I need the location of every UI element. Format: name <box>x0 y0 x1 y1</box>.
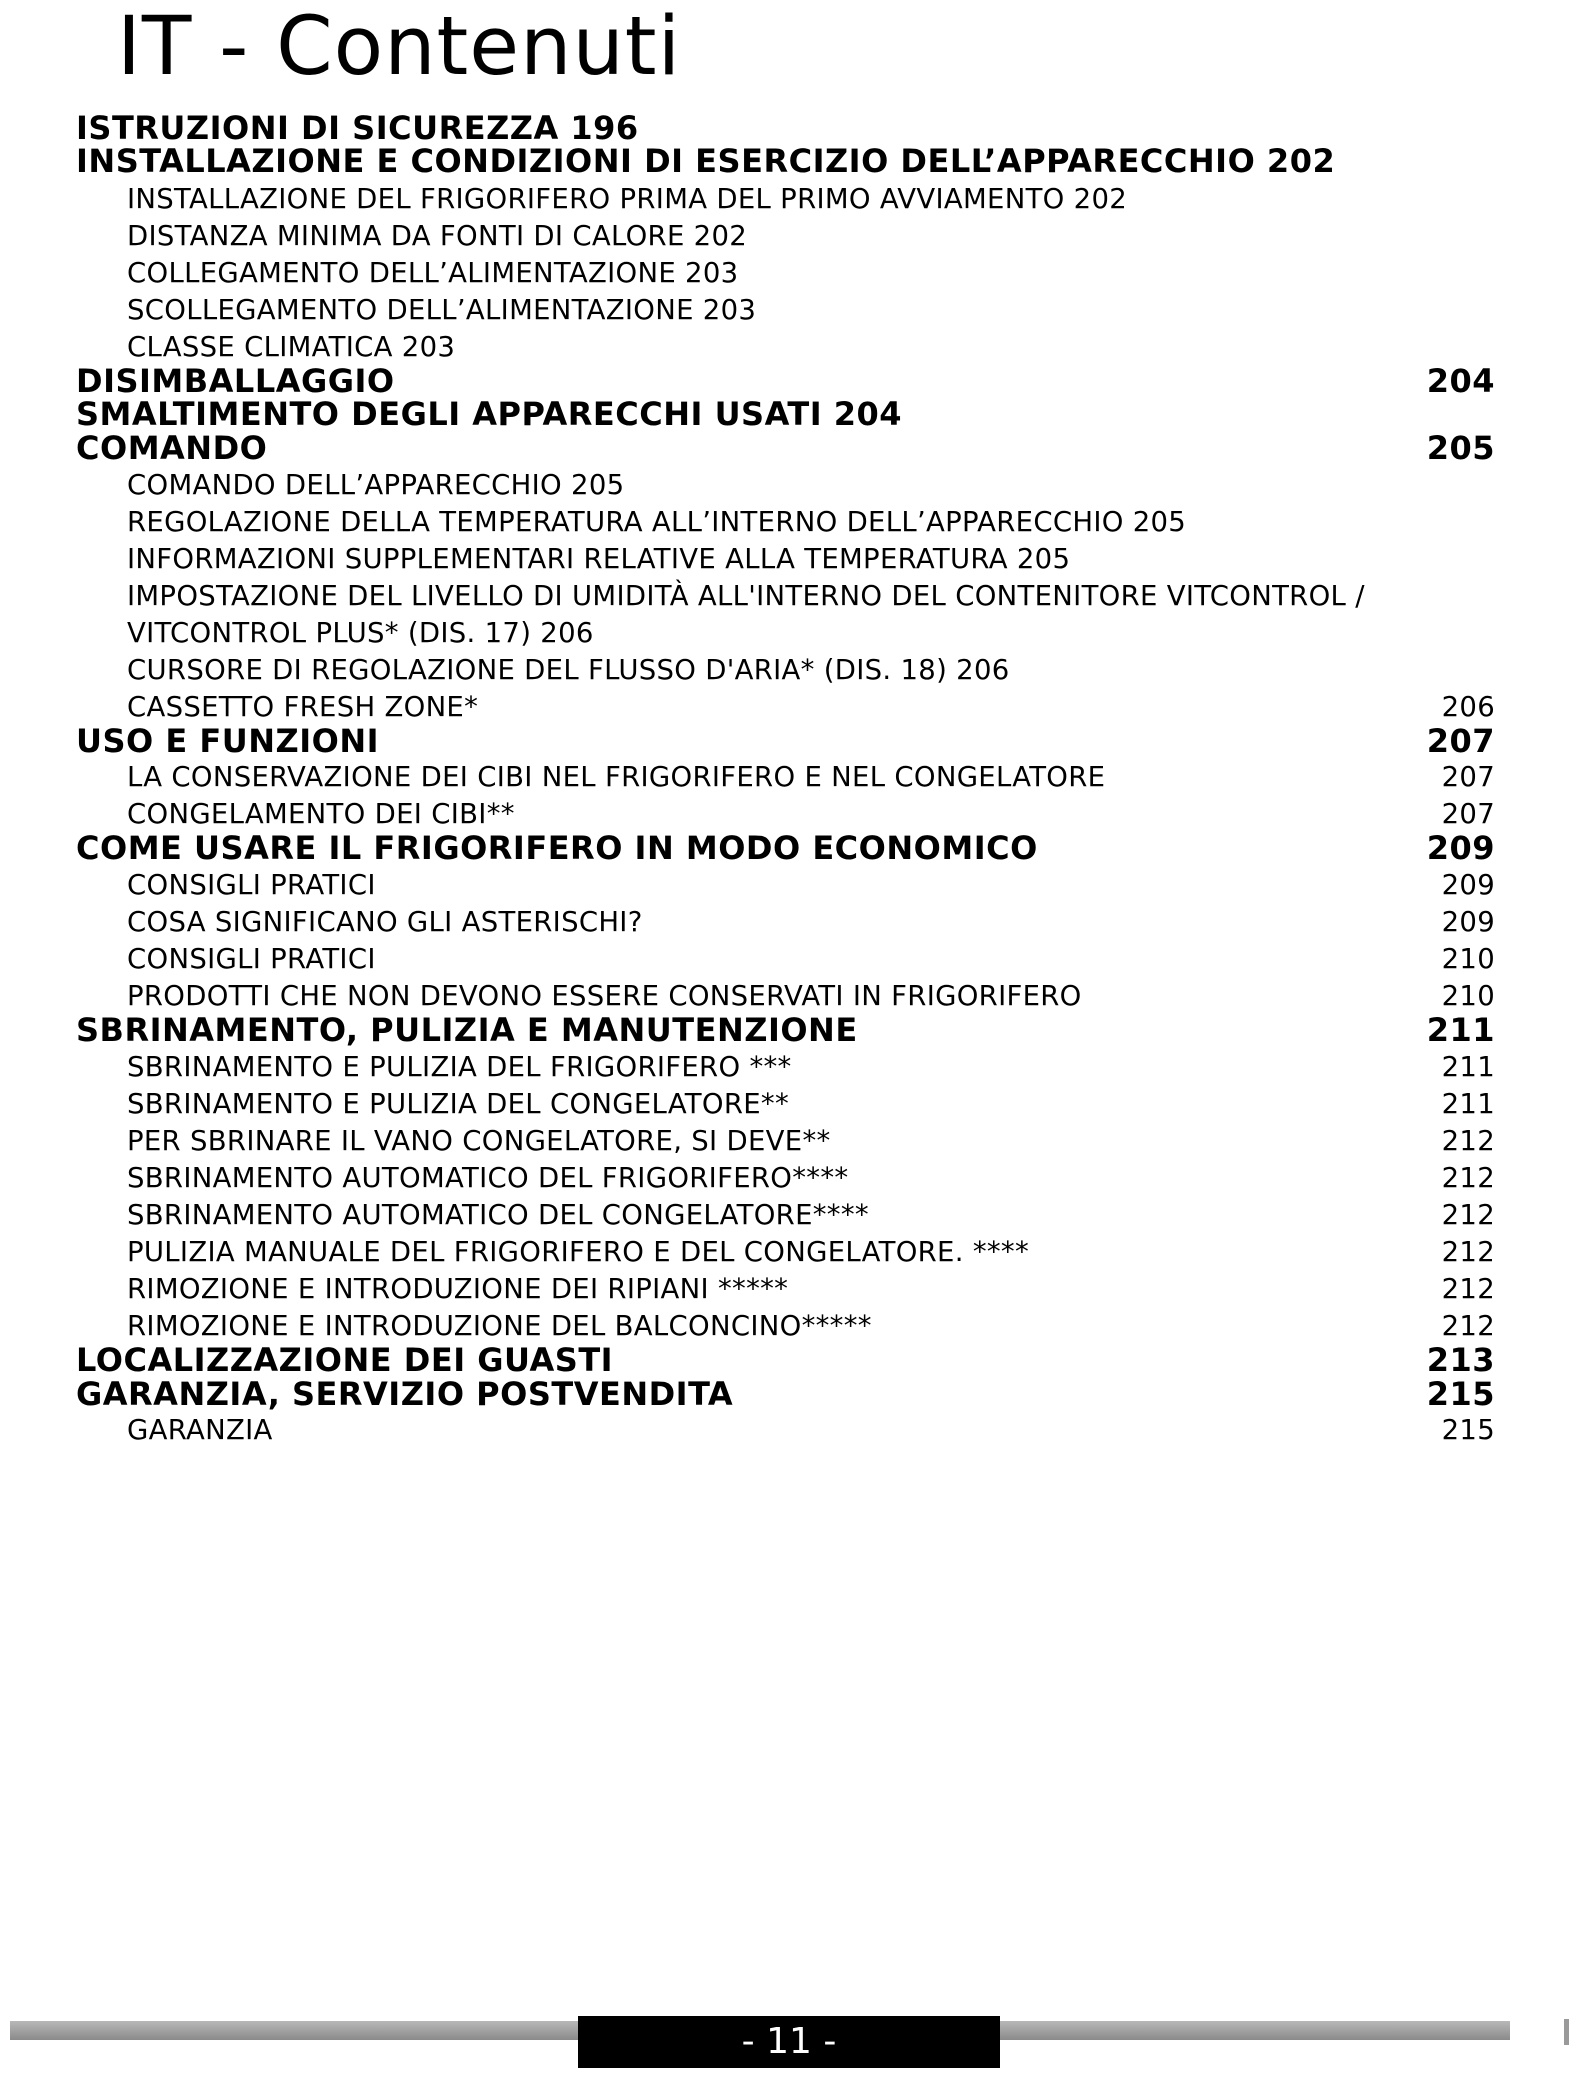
toc-entry-page: 210 <box>1441 980 1495 1012</box>
toc-entry-label: COLLEGAMENTO DELL’ALIMENTAZIONE 203 <box>127 257 739 289</box>
toc-entry-label: COMANDO <box>76 429 268 467</box>
toc-entry-label: REGOLAZIONE DELLA TEMPERATURA ALL’INTERNO DELL’APPARECCHIO 205 <box>127 506 1187 538</box>
page-title: IT - Contenuti <box>117 0 682 94</box>
toc-entry-page: 215 <box>1426 1375 1495 1413</box>
toc-entry-page: 206 <box>1441 691 1495 723</box>
footer-bar-left <box>10 2021 578 2040</box>
toc-entry-page: 213 <box>1426 1341 1495 1379</box>
toc-entry-label: GARANZIA <box>127 1414 273 1446</box>
toc-entry-label: DISTANZA MINIMA DA FONTI DI CALORE 202 <box>127 220 748 252</box>
toc-entry-label: CONSIGLI PRATICI <box>127 943 376 975</box>
page-number: - 11 - <box>578 2016 1000 2068</box>
toc-entry-page: 210 <box>1441 943 1495 975</box>
toc-entry-label: VITCONTROL PLUS* (DIS. 17) 206 <box>127 617 594 649</box>
toc-entry-label: USO E FUNZIONI <box>76 722 379 760</box>
toc-entry-page: 211 <box>1426 1011 1495 1049</box>
toc-entry-label: COMANDO DELL’APPARECCHIO 205 <box>127 469 625 501</box>
toc-entry-label: SBRINAMENTO E PULIZIA DEL CONGELATORE** <box>127 1088 790 1120</box>
toc-entry-label: SCOLLEGAMENTO DELL’ALIMENTAZIONE 203 <box>127 294 757 326</box>
toc-entry-label: RIMOZIONE E INTRODUZIONE DEL BALCONCINO***** <box>127 1310 872 1342</box>
toc-entry-label: SBRINAMENTO E PULIZIA DEL FRIGORIFERO *** <box>127 1051 792 1083</box>
toc-entry-label: DISIMBALLAGGIO <box>76 362 395 400</box>
toc-entry-label: COME USARE IL FRIGORIFERO IN MODO ECONOMICO <box>76 829 1038 867</box>
toc-entry-label: INSTALLAZIONE DEL FRIGORIFERO PRIMA DEL PRIMO AVVIAMENTO 202 <box>127 183 1128 215</box>
toc-entry-page: 207 <box>1441 761 1495 793</box>
toc-entry-page: 205 <box>1426 429 1495 467</box>
toc-entry-label: LA CONSERVAZIONE DEI CIBI NEL FRIGORIFERO E NEL CONGELATORE <box>127 761 1106 793</box>
toc-entry-label: PER SBRINARE IL VANO CONGELATORE, SI DEVE** <box>127 1125 831 1157</box>
toc-entry-label: ISTRUZIONI DI SICUREZZA 196 <box>76 109 639 147</box>
toc-entry-label: CONGELAMENTO DEI CIBI** <box>127 798 515 830</box>
toc-entry-label: PRODOTTI CHE NON DEVONO ESSERE CONSERVATI IN FRIGORIFERO <box>127 980 1082 1012</box>
toc-entry-label: RIMOZIONE E INTRODUZIONE DEI RIPIANI ***** <box>127 1273 789 1305</box>
toc-entry-label: PULIZIA MANUALE DEL FRIGORIFERO E DEL CONGELATORE. **** <box>127 1236 1030 1268</box>
toc-entry-label: SBRINAMENTO AUTOMATICO DEL FRIGORIFERO**** <box>127 1162 849 1194</box>
toc-entry-page: 211 <box>1441 1051 1495 1083</box>
toc-entry-page: 207 <box>1441 798 1495 830</box>
toc-entry-page: 212 <box>1441 1199 1495 1231</box>
toc-entry-label: INSTALLAZIONE E CONDIZIONI DI ESERCIZIO DELL’APPARECCHIO 202 <box>76 142 1336 180</box>
footer-edge-mark <box>1564 2019 1569 2045</box>
toc-entry-label: SBRINAMENTO AUTOMATICO DEL CONGELATORE**** <box>127 1199 869 1231</box>
toc-entry-page: 212 <box>1441 1310 1495 1342</box>
toc-entry-label: IMPOSTAZIONE DEL LIVELLO DI UMIDITÀ ALL'INTERNO DEL CONTENITORE VITCONTROL / <box>127 580 1365 612</box>
toc-entry-label: SMALTIMENTO DEGLI APPARECCHI USATI 204 <box>76 395 903 433</box>
footer-bar-right <box>1000 2021 1510 2040</box>
toc-entry-page: 211 <box>1441 1088 1495 1120</box>
toc-entry-label: SBRINAMENTO, PULIZIA E MANUTENZIONE <box>76 1011 858 1049</box>
toc-entry-label: LOCALIZZAZIONE DEI GUASTI <box>76 1341 614 1379</box>
toc-entry-page: 212 <box>1441 1125 1495 1157</box>
toc-entry-page: 209 <box>1426 829 1495 867</box>
toc-entry-label: COSA SIGNIFICANO GLI ASTERISCHI? <box>127 906 643 938</box>
toc-entry-page: 209 <box>1441 906 1495 938</box>
toc-entry-label: CLASSE CLIMATICA 203 <box>127 331 456 363</box>
toc-entry-label: CASSETTO FRESH ZONE* <box>127 691 479 723</box>
toc-entry-label: CURSORE DI REGOLAZIONE DEL FLUSSO D'ARIA* (DIS. 18) 206 <box>127 654 1010 686</box>
toc-entry-page: 212 <box>1441 1162 1495 1194</box>
toc-entry-page: 209 <box>1441 869 1495 901</box>
toc-entry-page: 212 <box>1441 1273 1495 1305</box>
toc-entry-label: CONSIGLI PRATICI <box>127 869 376 901</box>
toc-entry-page: 215 <box>1441 1414 1495 1446</box>
toc-entry-page: 204 <box>1426 362 1495 400</box>
toc-entry-page: 207 <box>1426 722 1495 760</box>
toc-entry-label: GARANZIA, SERVIZIO POSTVENDITA <box>76 1375 734 1413</box>
toc-entry-label: INFORMAZIONI SUPPLEMENTARI RELATIVE ALLA TEMPERATURA 205 <box>127 543 1071 575</box>
toc-entry-page: 212 <box>1441 1236 1495 1268</box>
